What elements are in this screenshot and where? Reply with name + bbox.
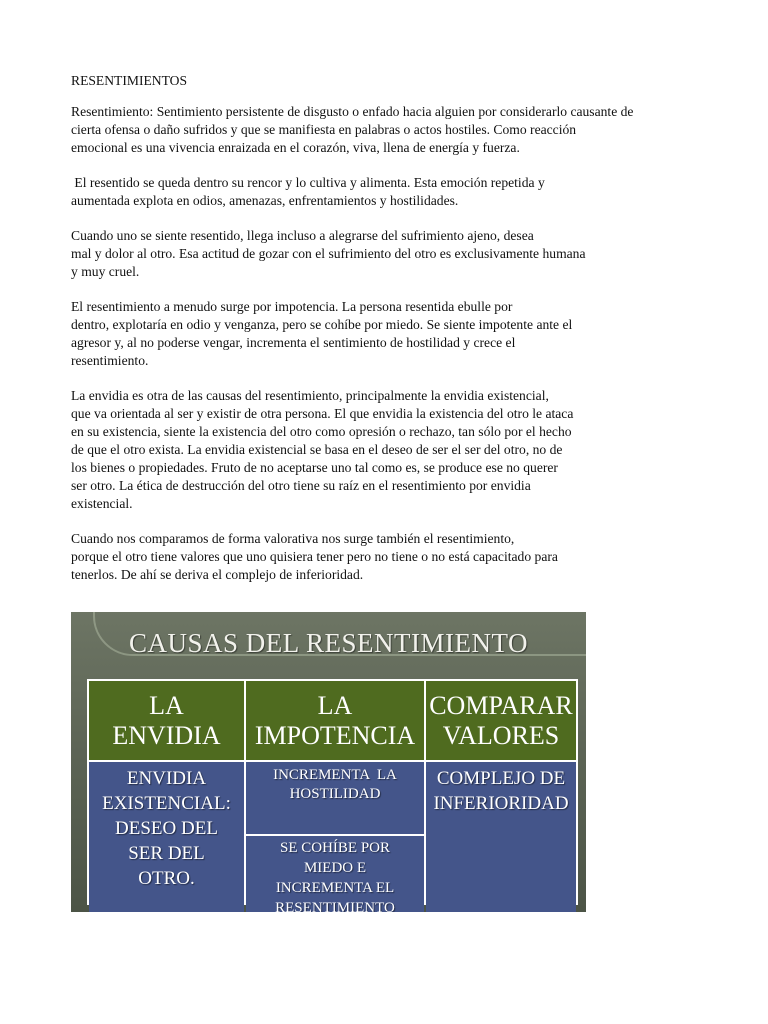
text-line: El resentido se queda dentro su rencor y lo cultiva y alimenta. Esta emoción repetida y (71, 175, 545, 190)
document-title: RESENTIMIENTOS (71, 73, 188, 88)
cell-line: INCREMENTA EL (275, 880, 395, 896)
slide-title: CAUSAS DEL RESENTIMIENTO (128, 628, 528, 658)
header-line: ENVIDIA (112, 720, 221, 750)
causes-table (87, 679, 578, 912)
cell-line: OTRO. (138, 868, 195, 889)
header-envidia (89, 681, 244, 760)
text-line: El resentimiento a menudo surge por impotencia. La persona resentida ebulle por (71, 299, 513, 314)
paragraph-rencor (71, 174, 711, 210)
text-line: existencial. (71, 496, 133, 511)
text-line: cierta ofensa o daño sufridos y que se manifiesta en palabras o actos hostiles. Como reacción (71, 122, 577, 137)
text-line: La envidia es otra de las causas del resentimiento, principalmente la envidia existencial, (71, 388, 549, 403)
paragraph-sufrimiento (71, 227, 711, 281)
cell-line: DESEO DEL (115, 818, 218, 839)
text-line: Resentimiento: Sentimiento persistente de disgusto o enfado hacia alguien por considerarlo causante de (71, 104, 634, 119)
header-line: LA (149, 690, 184, 720)
text-line: los bienes o propiedades. Fruto de no aceptarse uno tal como es, se produce ese no querer (71, 460, 558, 475)
paragraph-comparacion (71, 530, 711, 584)
text-line: en su existencia, siente la existencia del otro como opresión o rechazo, tan sólo por el hecho (71, 424, 572, 439)
cell-envidia-existencial (89, 762, 244, 912)
cell-se-cohibe (246, 836, 424, 912)
text-line: porque el otro tiene valores que uno quisiera tener pero no tiene o no está capacitado para (71, 549, 558, 564)
cell-incrementa-hostilidad (246, 762, 424, 834)
text-line: agresor y, al no poderse vengar, incrementa el sentimiento de hostilidad y crece el (71, 335, 516, 350)
cell-line: MIEDO E (303, 860, 367, 876)
text-line: y muy cruel. (71, 264, 140, 279)
text-line: ser otro. La ética de destrucción del otro tiene su raíz en el resentimiento por envidia (71, 478, 531, 493)
cell-line: SER DEL (128, 843, 205, 864)
text-line: dentro, explotaría en odio y venganza, pero se cohíbe por miedo. Se siente impotente ante el (71, 317, 573, 332)
header-line: IMPOTENCIA (254, 720, 416, 750)
text-line: emocional es una vivencia enraizada en el corazón, viva, llena de energía y fuerza. (71, 140, 520, 155)
header-comparar-valores (426, 681, 576, 760)
header-line: COMPARAR (429, 690, 573, 720)
cell-line: INCREMENTA LA (273, 767, 397, 783)
cell-line: RESENTIMIENTO (275, 900, 395, 912)
text-line: tenerlos. De ahí se deriva el complejo de inferioridad. (71, 567, 364, 582)
causes-slide-image (71, 612, 586, 912)
header-line: VALORES (442, 720, 560, 750)
cell-line: COMPLEJO DE (436, 768, 566, 789)
cell-complejo-inferioridad (426, 762, 576, 912)
cell-line: ENVIDIA (126, 768, 207, 789)
text-line: Cuando nos comparamos de forma valorativa nos surge también el resentimiento, (71, 531, 515, 546)
header-impotencia (246, 681, 424, 760)
cell-line: EXISTENCIAL: (102, 793, 231, 814)
text-line: aumentada explota en odios, amenazas, enfrentamientos y hostilidades. (71, 193, 459, 208)
text-line: mal y dolor al otro. Esa actitud de gozar con el sufrimiento del otro es exclusivamente humana (71, 246, 586, 261)
text-line: Cuando uno se siente resentido, llega incluso a alegrarse del sufrimiento ajeno, desea (71, 228, 534, 243)
cell-line: SE COHÍBE POR (279, 840, 391, 856)
header-line: LA (317, 690, 353, 720)
cell-line: HOSTILIDAD (289, 786, 381, 802)
paragraph-impotencia (71, 298, 711, 370)
text-line: de que el otro exista. La envidia existencial se basa en el deseo de ser el ser del otro, no de (71, 442, 563, 457)
text-line: resentimiento. (71, 353, 149, 368)
text-line: que va orientada al ser y existir de otra persona. El que envidia la existencia del otro le ataca (71, 406, 574, 421)
cell-line: INFERIORIDAD (433, 793, 569, 814)
document-body (71, 72, 711, 601)
paragraph-definition (71, 103, 711, 157)
paragraph-envidia (71, 387, 711, 513)
